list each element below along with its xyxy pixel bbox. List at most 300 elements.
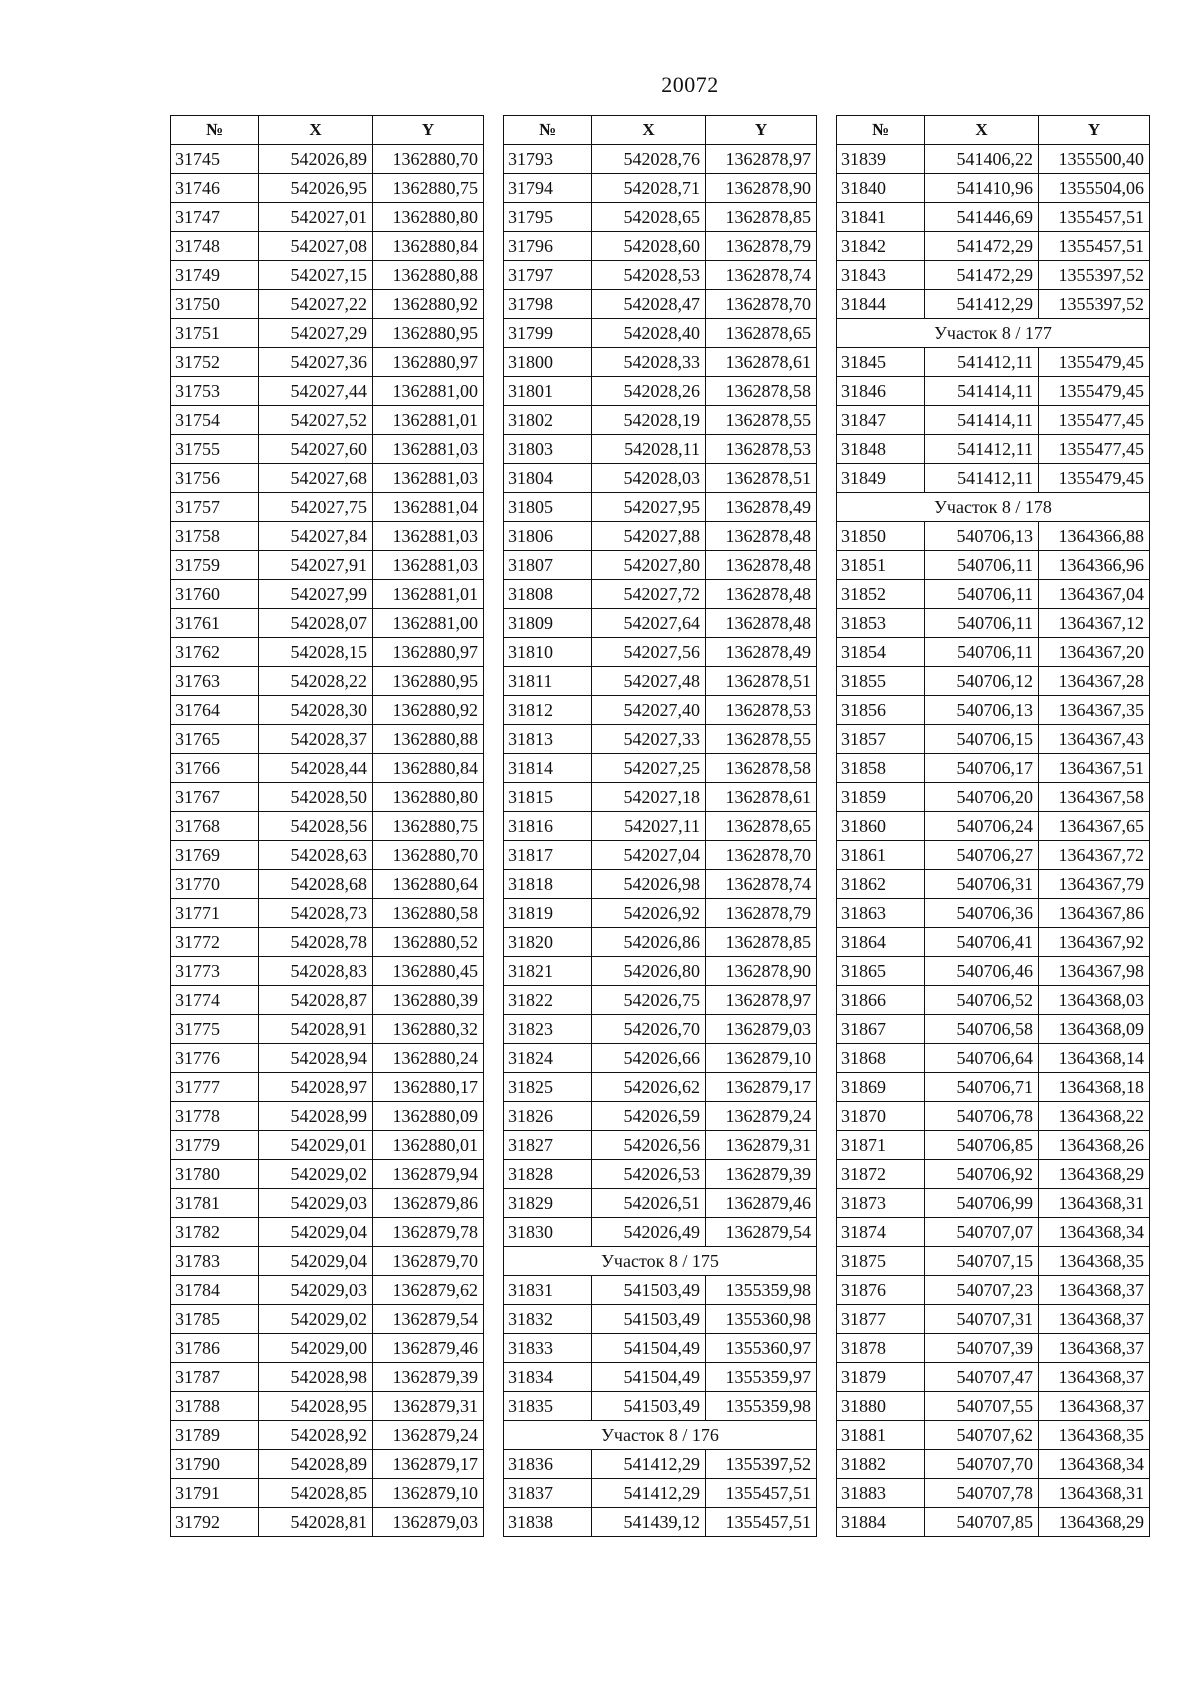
x-coordinate-cell: 540706,13 <box>925 522 1039 551</box>
y-coordinate-cell: 1362878,55 <box>706 725 817 754</box>
y-coordinate-cell: 1362878,90 <box>706 957 817 986</box>
x-coordinate-cell: 542029,04 <box>259 1247 373 1276</box>
point-number-cell: 31764 <box>171 696 259 725</box>
y-coordinate-cell: 1364368,34 <box>1039 1450 1150 1479</box>
point-number-cell: 31750 <box>171 290 259 319</box>
y-coordinate-cell: 1362878,48 <box>706 551 817 580</box>
table-row <box>171 1160 484 1189</box>
table-row <box>837 1450 1150 1479</box>
x-coordinate-cell: 542026,89 <box>259 145 373 174</box>
y-coordinate-cell: 1355360,98 <box>706 1305 817 1334</box>
point-number-cell: 31847 <box>837 406 925 435</box>
y-coordinate-cell: 1362878,74 <box>706 261 817 290</box>
table-row <box>837 870 1150 899</box>
y-coordinate-cell: 1362880,97 <box>373 638 484 667</box>
point-number-cell: 31758 <box>171 522 259 551</box>
point-number-cell: 31818 <box>504 870 592 899</box>
point-number-cell: 31824 <box>504 1044 592 1073</box>
point-number-cell: 31747 <box>171 203 259 232</box>
table-row <box>504 1392 817 1421</box>
x-coordinate-cell: 541412,29 <box>592 1479 706 1508</box>
table-row <box>837 1218 1150 1247</box>
point-number-cell: 31858 <box>837 754 925 783</box>
y-coordinate-cell: 1362878,74 <box>706 870 817 899</box>
point-number-cell: 31770 <box>171 870 259 899</box>
point-number-cell: 31871 <box>837 1131 925 1160</box>
y-coordinate-cell: 1362880,75 <box>373 812 484 841</box>
point-number-cell: 31777 <box>171 1073 259 1102</box>
y-coordinate-cell: 1362878,49 <box>706 493 817 522</box>
y-coordinate-cell: 1362880,92 <box>373 290 484 319</box>
x-coordinate-cell: 542029,02 <box>259 1305 373 1334</box>
point-number-cell: 31815 <box>504 783 592 812</box>
y-coordinate-cell: 1362881,04 <box>373 493 484 522</box>
x-coordinate-cell: 542027,22 <box>259 290 373 319</box>
y-coordinate-cell: 1362880,70 <box>373 145 484 174</box>
y-coordinate-cell: 1355359,97 <box>706 1363 817 1392</box>
table-row <box>837 812 1150 841</box>
y-coordinate-cell: 1364368,37 <box>1039 1305 1150 1334</box>
point-number-cell: 31843 <box>837 261 925 290</box>
table-row <box>504 812 817 841</box>
table-row <box>171 841 484 870</box>
x-coordinate-cell: 542028,07 <box>259 609 373 638</box>
y-coordinate-cell: 1355479,45 <box>1039 348 1150 377</box>
table-row <box>171 406 484 435</box>
table-row <box>171 551 484 580</box>
table-row <box>504 1015 817 1044</box>
x-coordinate-cell: 540706,36 <box>925 899 1039 928</box>
table-row <box>837 145 1150 174</box>
x-coordinate-cell: 542026,56 <box>592 1131 706 1160</box>
point-number-cell: 31836 <box>504 1450 592 1479</box>
table-row <box>504 638 817 667</box>
point-number-cell: 31863 <box>837 899 925 928</box>
table-row <box>171 696 484 725</box>
point-number-cell: 31808 <box>504 580 592 609</box>
y-coordinate-cell: 1355504,06 <box>1039 174 1150 203</box>
table-row <box>837 435 1150 464</box>
y-coordinate-cell: 1362880,32 <box>373 1015 484 1044</box>
y-coordinate-cell: 1364367,86 <box>1039 899 1150 928</box>
x-coordinate-cell: 542027,36 <box>259 348 373 377</box>
table-row <box>837 1015 1150 1044</box>
y-coordinate-cell: 1364368,34 <box>1039 1218 1150 1247</box>
table-row <box>837 1363 1150 1392</box>
point-number-cell: 31759 <box>171 551 259 580</box>
x-coordinate-cell: 542028,68 <box>259 870 373 899</box>
point-number-cell: 31822 <box>504 986 592 1015</box>
table-row <box>837 551 1150 580</box>
x-coordinate-cell: 542028,63 <box>259 841 373 870</box>
y-coordinate-cell: 1362881,00 <box>373 377 484 406</box>
table-row <box>171 261 484 290</box>
point-number-cell: 31856 <box>837 696 925 725</box>
table-row <box>504 348 817 377</box>
x-coordinate-cell: 542026,86 <box>592 928 706 957</box>
x-coordinate-cell: 542027,29 <box>259 319 373 348</box>
y-coordinate-cell: 1362878,53 <box>706 435 817 464</box>
table-row <box>837 1421 1150 1450</box>
y-coordinate-cell: 1362880,45 <box>373 957 484 986</box>
y-coordinate-cell: 1364368,37 <box>1039 1276 1150 1305</box>
x-coordinate-cell: 540706,27 <box>925 841 1039 870</box>
y-coordinate-cell: 1355359,98 <box>706 1392 817 1421</box>
coordinates-table-3 <box>836 115 1150 1537</box>
point-number-cell: 31787 <box>171 1363 259 1392</box>
table-row <box>171 493 484 522</box>
x-coordinate-cell: 540706,58 <box>925 1015 1039 1044</box>
x-coordinate-cell: 541412,29 <box>925 290 1039 319</box>
point-number-cell: 31864 <box>837 928 925 957</box>
y-coordinate-cell: 1362878,51 <box>706 667 817 696</box>
x-coordinate-cell: 542028,92 <box>259 1421 373 1450</box>
table-row <box>837 725 1150 754</box>
table-row <box>837 1508 1150 1537</box>
x-coordinate-cell: 540706,31 <box>925 870 1039 899</box>
table-row <box>171 899 484 928</box>
point-number-cell: 31827 <box>504 1131 592 1160</box>
table-row <box>504 754 817 783</box>
y-coordinate-cell: 1362879,24 <box>373 1421 484 1450</box>
table-row <box>504 406 817 435</box>
x-coordinate-cell: 540706,99 <box>925 1189 1039 1218</box>
point-number-cell: 31876 <box>837 1276 925 1305</box>
table-row <box>171 319 484 348</box>
y-coordinate-cell: 1355360,97 <box>706 1334 817 1363</box>
x-coordinate-cell: 542028,91 <box>259 1015 373 1044</box>
x-coordinate-cell: 542028,60 <box>592 232 706 261</box>
table-row <box>504 696 817 725</box>
table-row <box>837 957 1150 986</box>
x-coordinate-cell: 542027,84 <box>259 522 373 551</box>
x-coordinate-cell: 542029,00 <box>259 1334 373 1363</box>
x-coordinate-cell: 542027,18 <box>592 783 706 812</box>
table-row <box>837 1073 1150 1102</box>
table-row <box>837 986 1150 1015</box>
x-coordinate-cell: 541472,29 <box>925 232 1039 261</box>
x-coordinate-cell: 542028,98 <box>259 1363 373 1392</box>
point-number-cell: 31771 <box>171 899 259 928</box>
point-number-cell: 31831 <box>504 1276 592 1305</box>
x-coordinate-cell: 541503,49 <box>592 1392 706 1421</box>
x-coordinate-cell: 542027,08 <box>259 232 373 261</box>
point-number-cell: 31760 <box>171 580 259 609</box>
y-coordinate-cell: 1364367,65 <box>1039 812 1150 841</box>
point-number-cell: 31802 <box>504 406 592 435</box>
x-coordinate-cell: 542028,30 <box>259 696 373 725</box>
table-row <box>837 464 1150 493</box>
point-number-cell: 31796 <box>504 232 592 261</box>
table-body <box>837 145 1150 1537</box>
x-coordinate-cell: 542027,25 <box>592 754 706 783</box>
table-row <box>504 725 817 754</box>
x-coordinate-cell: 541412,11 <box>925 435 1039 464</box>
y-coordinate-cell: 1362880,64 <box>373 870 484 899</box>
point-number-cell: 31809 <box>504 609 592 638</box>
page-number: 20072 <box>661 72 719 97</box>
y-coordinate-cell: 1362879,94 <box>373 1160 484 1189</box>
x-coordinate-cell: 541412,11 <box>925 464 1039 493</box>
point-number-cell: 31780 <box>171 1160 259 1189</box>
x-coordinate-cell: 542026,92 <box>592 899 706 928</box>
y-coordinate-cell: 1362880,84 <box>373 232 484 261</box>
y-coordinate-cell: 1364367,28 <box>1039 667 1150 696</box>
table-row <box>171 754 484 783</box>
point-number-cell: 31859 <box>837 783 925 812</box>
x-coordinate-cell: 540706,52 <box>925 986 1039 1015</box>
y-coordinate-cell: 1362880,52 <box>373 928 484 957</box>
y-coordinate-cell: 1364367,12 <box>1039 609 1150 638</box>
point-number-cell: 31761 <box>171 609 259 638</box>
table-row <box>171 1334 484 1363</box>
table-row <box>504 377 817 406</box>
x-coordinate-cell: 540706,11 <box>925 551 1039 580</box>
point-number-cell: 31801 <box>504 377 592 406</box>
x-coordinate-cell: 540706,12 <box>925 667 1039 696</box>
x-coordinate-cell: 540707,62 <box>925 1421 1039 1450</box>
x-coordinate-cell: 542026,62 <box>592 1073 706 1102</box>
x-coordinate-cell: 542026,59 <box>592 1102 706 1131</box>
y-coordinate-cell: 1364366,96 <box>1039 551 1150 580</box>
point-number-cell: 31850 <box>837 522 925 551</box>
x-coordinate-cell: 542028,73 <box>259 899 373 928</box>
table-row <box>171 1102 484 1131</box>
x-coordinate-cell: 542027,72 <box>592 580 706 609</box>
y-coordinate-cell: 1364367,20 <box>1039 638 1150 667</box>
table-row <box>837 261 1150 290</box>
y-coordinate-cell: 1364366,88 <box>1039 522 1150 551</box>
point-number-cell: 31830 <box>504 1218 592 1247</box>
y-coordinate-cell: 1355457,51 <box>1039 203 1150 232</box>
table-row <box>504 1073 817 1102</box>
table-row <box>837 899 1150 928</box>
table-row <box>171 1189 484 1218</box>
point-number-cell: 31840 <box>837 174 925 203</box>
y-coordinate-cell: 1362878,48 <box>706 522 817 551</box>
y-coordinate-cell: 1362878,85 <box>706 928 817 957</box>
x-coordinate-cell: 542028,44 <box>259 754 373 783</box>
table-row <box>171 928 484 957</box>
y-coordinate-cell: 1362881,03 <box>373 464 484 493</box>
x-coordinate-cell: 542026,75 <box>592 986 706 1015</box>
x-coordinate-cell: 542027,60 <box>259 435 373 464</box>
point-number-cell: 31766 <box>171 754 259 783</box>
point-number-cell: 31841 <box>837 203 925 232</box>
section-row <box>504 1247 817 1276</box>
x-coordinate-cell: 542028,94 <box>259 1044 373 1073</box>
table-row <box>504 174 817 203</box>
x-coordinate-cell: 540707,39 <box>925 1334 1039 1363</box>
point-number-cell: 31882 <box>837 1450 925 1479</box>
x-coordinate-cell: 540707,15 <box>925 1247 1039 1276</box>
y-coordinate-cell: 1362880,80 <box>373 203 484 232</box>
x-coordinate-cell: 542028,83 <box>259 957 373 986</box>
point-number-cell: 31869 <box>837 1073 925 1102</box>
point-number-cell: 31828 <box>504 1160 592 1189</box>
x-coordinate-cell: 542028,71 <box>592 174 706 203</box>
column-header-y: Y <box>1039 116 1150 145</box>
table-row <box>504 957 817 986</box>
point-number-cell: 31857 <box>837 725 925 754</box>
section-title: Участок 8 / 177 <box>837 319 1150 348</box>
table-row <box>504 1363 817 1392</box>
x-coordinate-cell: 540707,07 <box>925 1218 1039 1247</box>
table-body <box>171 145 484 1537</box>
point-number-cell: 31872 <box>837 1160 925 1189</box>
point-number-cell: 31811 <box>504 667 592 696</box>
y-coordinate-cell: 1364368,29 <box>1039 1160 1150 1189</box>
y-coordinate-cell: 1362881,00 <box>373 609 484 638</box>
point-number-cell: 31745 <box>171 145 259 174</box>
table-row <box>171 986 484 1015</box>
point-number-cell: 31810 <box>504 638 592 667</box>
table-row <box>504 1334 817 1363</box>
table-row <box>837 1160 1150 1189</box>
table-row <box>504 464 817 493</box>
x-coordinate-cell: 540706,24 <box>925 812 1039 841</box>
point-number-cell: 31833 <box>504 1334 592 1363</box>
point-number-cell: 31853 <box>837 609 925 638</box>
point-number-cell: 31772 <box>171 928 259 957</box>
x-coordinate-cell: 542029,02 <box>259 1160 373 1189</box>
y-coordinate-cell: 1362879,62 <box>373 1276 484 1305</box>
table-row <box>171 609 484 638</box>
y-coordinate-cell: 1362880,95 <box>373 319 484 348</box>
table-row <box>504 261 817 290</box>
table-row <box>837 1131 1150 1160</box>
y-coordinate-cell: 1362878,70 <box>706 290 817 319</box>
point-number-cell: 31868 <box>837 1044 925 1073</box>
y-coordinate-cell: 1362881,01 <box>373 406 484 435</box>
point-number-cell: 31769 <box>171 841 259 870</box>
point-number-cell: 31848 <box>837 435 925 464</box>
table-row <box>837 1189 1150 1218</box>
table-row <box>837 290 1150 319</box>
y-coordinate-cell: 1364368,22 <box>1039 1102 1150 1131</box>
table-row <box>171 348 484 377</box>
y-coordinate-cell: 1362879,78 <box>373 1218 484 1247</box>
point-number-cell: 31838 <box>504 1508 592 1537</box>
x-coordinate-cell: 541446,69 <box>925 203 1039 232</box>
point-number-cell: 31782 <box>171 1218 259 1247</box>
y-coordinate-cell: 1362879,03 <box>706 1015 817 1044</box>
x-coordinate-cell: 541406,22 <box>925 145 1039 174</box>
x-coordinate-cell: 542028,76 <box>592 145 706 174</box>
table-row <box>171 1508 484 1537</box>
table-row <box>171 435 484 464</box>
x-coordinate-cell: 541414,11 <box>925 406 1039 435</box>
point-number-cell: 31757 <box>171 493 259 522</box>
point-number-cell: 31820 <box>504 928 592 957</box>
y-coordinate-cell: 1364367,58 <box>1039 783 1150 812</box>
point-number-cell: 31832 <box>504 1305 592 1334</box>
table-row <box>837 928 1150 957</box>
x-coordinate-cell: 540707,70 <box>925 1450 1039 1479</box>
header-row <box>171 116 484 145</box>
y-coordinate-cell: 1364368,37 <box>1039 1392 1150 1421</box>
table-row <box>504 1189 817 1218</box>
y-coordinate-cell: 1362880,01 <box>373 1131 484 1160</box>
y-coordinate-cell: 1364367,98 <box>1039 957 1150 986</box>
table-row <box>837 1044 1150 1073</box>
section-row <box>504 1421 817 1450</box>
x-coordinate-cell: 542027,40 <box>592 696 706 725</box>
point-number-cell: 31862 <box>837 870 925 899</box>
x-coordinate-cell: 542028,03 <box>592 464 706 493</box>
y-coordinate-cell: 1362879,31 <box>373 1392 484 1421</box>
point-number-cell: 31845 <box>837 348 925 377</box>
point-number-cell: 31800 <box>504 348 592 377</box>
x-coordinate-cell: 542027,80 <box>592 551 706 580</box>
point-number-cell: 31807 <box>504 551 592 580</box>
table-row <box>171 1247 484 1276</box>
x-coordinate-cell: 542028,85 <box>259 1479 373 1508</box>
y-coordinate-cell: 1355477,45 <box>1039 435 1150 464</box>
y-coordinate-cell: 1362879,54 <box>373 1305 484 1334</box>
table-row <box>171 783 484 812</box>
y-coordinate-cell: 1362878,51 <box>706 464 817 493</box>
point-number-cell: 31812 <box>504 696 592 725</box>
x-coordinate-cell: 542028,56 <box>259 812 373 841</box>
table-row <box>504 899 817 928</box>
x-coordinate-cell: 540707,55 <box>925 1392 1039 1421</box>
table-row <box>171 1276 484 1305</box>
x-coordinate-cell: 542027,11 <box>592 812 706 841</box>
x-coordinate-cell: 541503,49 <box>592 1276 706 1305</box>
point-number-cell: 31754 <box>171 406 259 435</box>
y-coordinate-cell: 1362879,46 <box>373 1334 484 1363</box>
point-number-cell: 31867 <box>837 1015 925 1044</box>
x-coordinate-cell: 542027,33 <box>592 725 706 754</box>
table-row <box>171 1421 484 1450</box>
x-coordinate-cell: 542027,44 <box>259 377 373 406</box>
y-coordinate-cell: 1364368,31 <box>1039 1479 1150 1508</box>
table-row <box>837 841 1150 870</box>
y-coordinate-cell: 1364368,14 <box>1039 1044 1150 1073</box>
point-number-cell: 31851 <box>837 551 925 580</box>
point-number-cell: 31778 <box>171 1102 259 1131</box>
section-title: Участок 8 / 178 <box>837 493 1150 522</box>
point-number-cell: 31837 <box>504 1479 592 1508</box>
x-coordinate-cell: 542028,81 <box>259 1508 373 1537</box>
y-coordinate-cell: 1362878,79 <box>706 232 817 261</box>
table-row <box>171 1305 484 1334</box>
y-coordinate-cell: 1362879,10 <box>373 1479 484 1508</box>
x-coordinate-cell: 542026,98 <box>592 870 706 899</box>
x-coordinate-cell: 542028,26 <box>592 377 706 406</box>
table-row <box>837 609 1150 638</box>
point-number-cell: 31799 <box>504 319 592 348</box>
x-coordinate-cell: 540706,78 <box>925 1102 1039 1131</box>
y-coordinate-cell: 1364368,31 <box>1039 1189 1150 1218</box>
table-row <box>171 667 484 696</box>
x-coordinate-cell: 542027,56 <box>592 638 706 667</box>
y-coordinate-cell: 1362878,97 <box>706 145 817 174</box>
table-row <box>171 1450 484 1479</box>
y-coordinate-cell: 1364367,35 <box>1039 696 1150 725</box>
header-row <box>837 116 1150 145</box>
x-coordinate-cell: 540706,41 <box>925 928 1039 957</box>
y-coordinate-cell: 1355477,45 <box>1039 406 1150 435</box>
y-coordinate-cell: 1362878,48 <box>706 609 817 638</box>
x-coordinate-cell: 542028,11 <box>592 435 706 464</box>
x-coordinate-cell: 542028,53 <box>592 261 706 290</box>
table-row <box>837 406 1150 435</box>
point-number-cell: 31781 <box>171 1189 259 1218</box>
point-number-cell: 31756 <box>171 464 259 493</box>
x-coordinate-cell: 542026,49 <box>592 1218 706 1247</box>
